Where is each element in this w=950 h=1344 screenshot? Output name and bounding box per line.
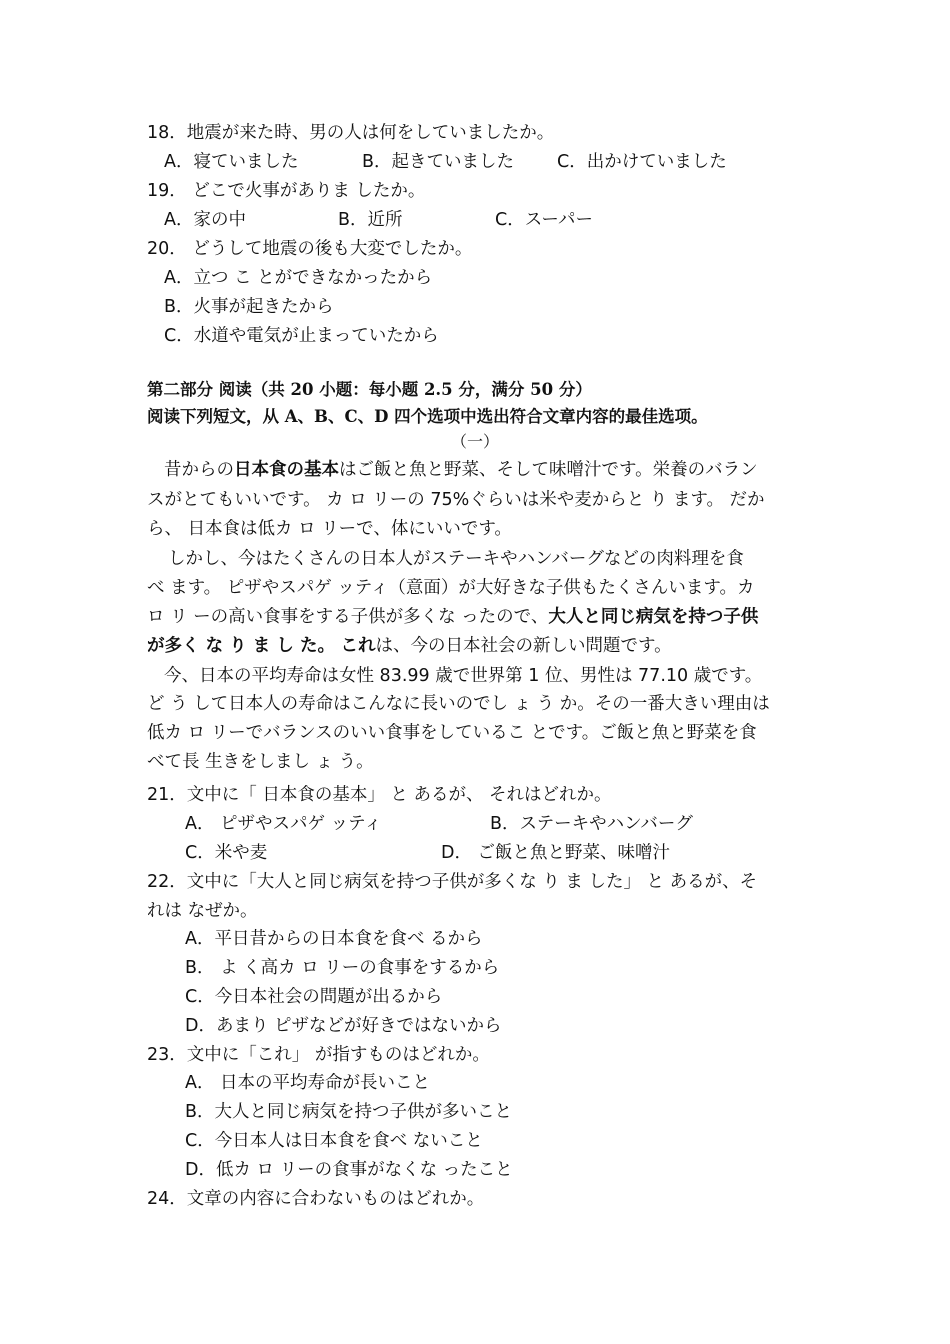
q19-option-b: B．近所 [338, 210, 403, 230]
highlight-same-disease: 大人と同じ病気を持つ子供 [548, 607, 759, 627]
passage-line: べて長 生きをしまし ょ う。 [147, 752, 374, 772]
passage-line: ど う して日本人の寿命はこんなに長いのでし ょ う か。その一番大きい理由は [147, 694, 770, 714]
passage-line: しかし、今はたくさんの日本人がステーキやハンバーグなどの肉料理を食 [168, 549, 744, 569]
passage-number: （一） [450, 432, 499, 451]
passage-line: べ ます。 ピザやスパゲ ッティ（意面）が大好きな子供もたくさんいます。カ [147, 578, 755, 598]
question-22-cont: れは なぜか。 [147, 901, 258, 921]
question-23: 23．文中に「これ」 が指すものはどれか。 [147, 1045, 490, 1065]
q19-option-c: C．スーパー [495, 210, 593, 230]
q18-option-c: C．出かけていました [557, 152, 727, 172]
q23-option-d: D．低カ ロ リーの食事がなくな ったこと [185, 1160, 513, 1180]
q22-option-d: D．あまり ピザなどが好きではないから [185, 1016, 502, 1036]
q23-option-c: C．今日本人は日本食を食べ ないこと [185, 1131, 483, 1151]
passage-line: 今、日本の平均寿命は女性 83.99 歳で世界第 1 位、男性は 77.10 歳です。 [164, 666, 763, 686]
passage-line: ら、 日本食は低カ ロ リーで、体にいいです。 [147, 519, 512, 539]
highlight-kore: これ [340, 636, 376, 656]
highlight-japanese-food-basics: 日本食の基本 [234, 460, 339, 480]
question-24: 24．文章の内容に合わないものはどれか。 [147, 1189, 485, 1209]
q20-option-a: A．立つ こ とができなかったから [164, 268, 433, 288]
section-instruction: 阅读下列短文，从 A、B、C、D 四个选项中选出符合文章内容的最佳选项。 [147, 407, 708, 426]
q22-option-c: C．今日本社会の問題が出るから [185, 987, 443, 1007]
q18-option-b: B．起きていました [362, 152, 515, 172]
question-18: 18．地震が来た時、男の人は何をしていましたか。 [147, 123, 555, 143]
q23-option-b: B．大人と同じ病気を持つ子供が多いこと [185, 1102, 513, 1122]
q21-option-a: A． ピザやスパゲ ッティ [185, 814, 382, 834]
q21-option-d: D． ご飯と魚と野菜、味噌汁 [441, 843, 671, 863]
passage-line: スがとてもいいです。 カ ロ リーの 75%ぐらいは米や麦からと り ます。 だか [147, 490, 765, 510]
question-20: 20． どうして地震の後も大変でしたか。 [147, 239, 473, 259]
passage-line: 昔からの日本食の基本はご飯と魚と野菜、そして味噌汁です。栄養のバラン [164, 460, 758, 480]
q22-option-a: A．平日昔からの日本食を食べ るから [185, 929, 483, 949]
q21-option-c: C．米や麦 [185, 843, 268, 863]
q21-option-b: B．ステーキやハンバーグ [490, 814, 693, 834]
section-title: 第二部分 阅读（共 20 小题：每小题 2.5 分，满分 50 分） [147, 380, 592, 399]
question-21: 21．文中に「 日本食の基本」 と あるが、 それはどれか。 [147, 785, 612, 805]
passage-line: 低カ ロ リーでバランスのいい食事をしているこ とです。ご飯と魚と野菜を食 [147, 723, 757, 743]
question-22: 22．文中に「大人と同じ病気を持つ子供が多くな り ま した」 と あるが、そ [147, 872, 758, 892]
q22-option-b: B． よ く高カ ロ リーの食事をするから [185, 958, 500, 978]
passage-line: ロ リ ーの高い食事をする子供が多くな ったので、大人と同じ病気を持つ子供 [147, 607, 759, 627]
passage-line: が多く な り ま し た。 これは、今の日本社会の新しい問題です。 [147, 636, 672, 656]
q18-option-a: A．寝ていました [164, 152, 299, 172]
question-19: 19． どこで火事がありま したか。 [147, 181, 426, 201]
q23-option-a: A． 日本の平均寿命が長いこと [185, 1073, 431, 1093]
q20-option-c: C．水道や電気が止まっていたから [164, 326, 439, 346]
q19-option-a: A．家の中 [164, 210, 246, 230]
q20-option-b: B．火事が起きたから [164, 297, 334, 317]
